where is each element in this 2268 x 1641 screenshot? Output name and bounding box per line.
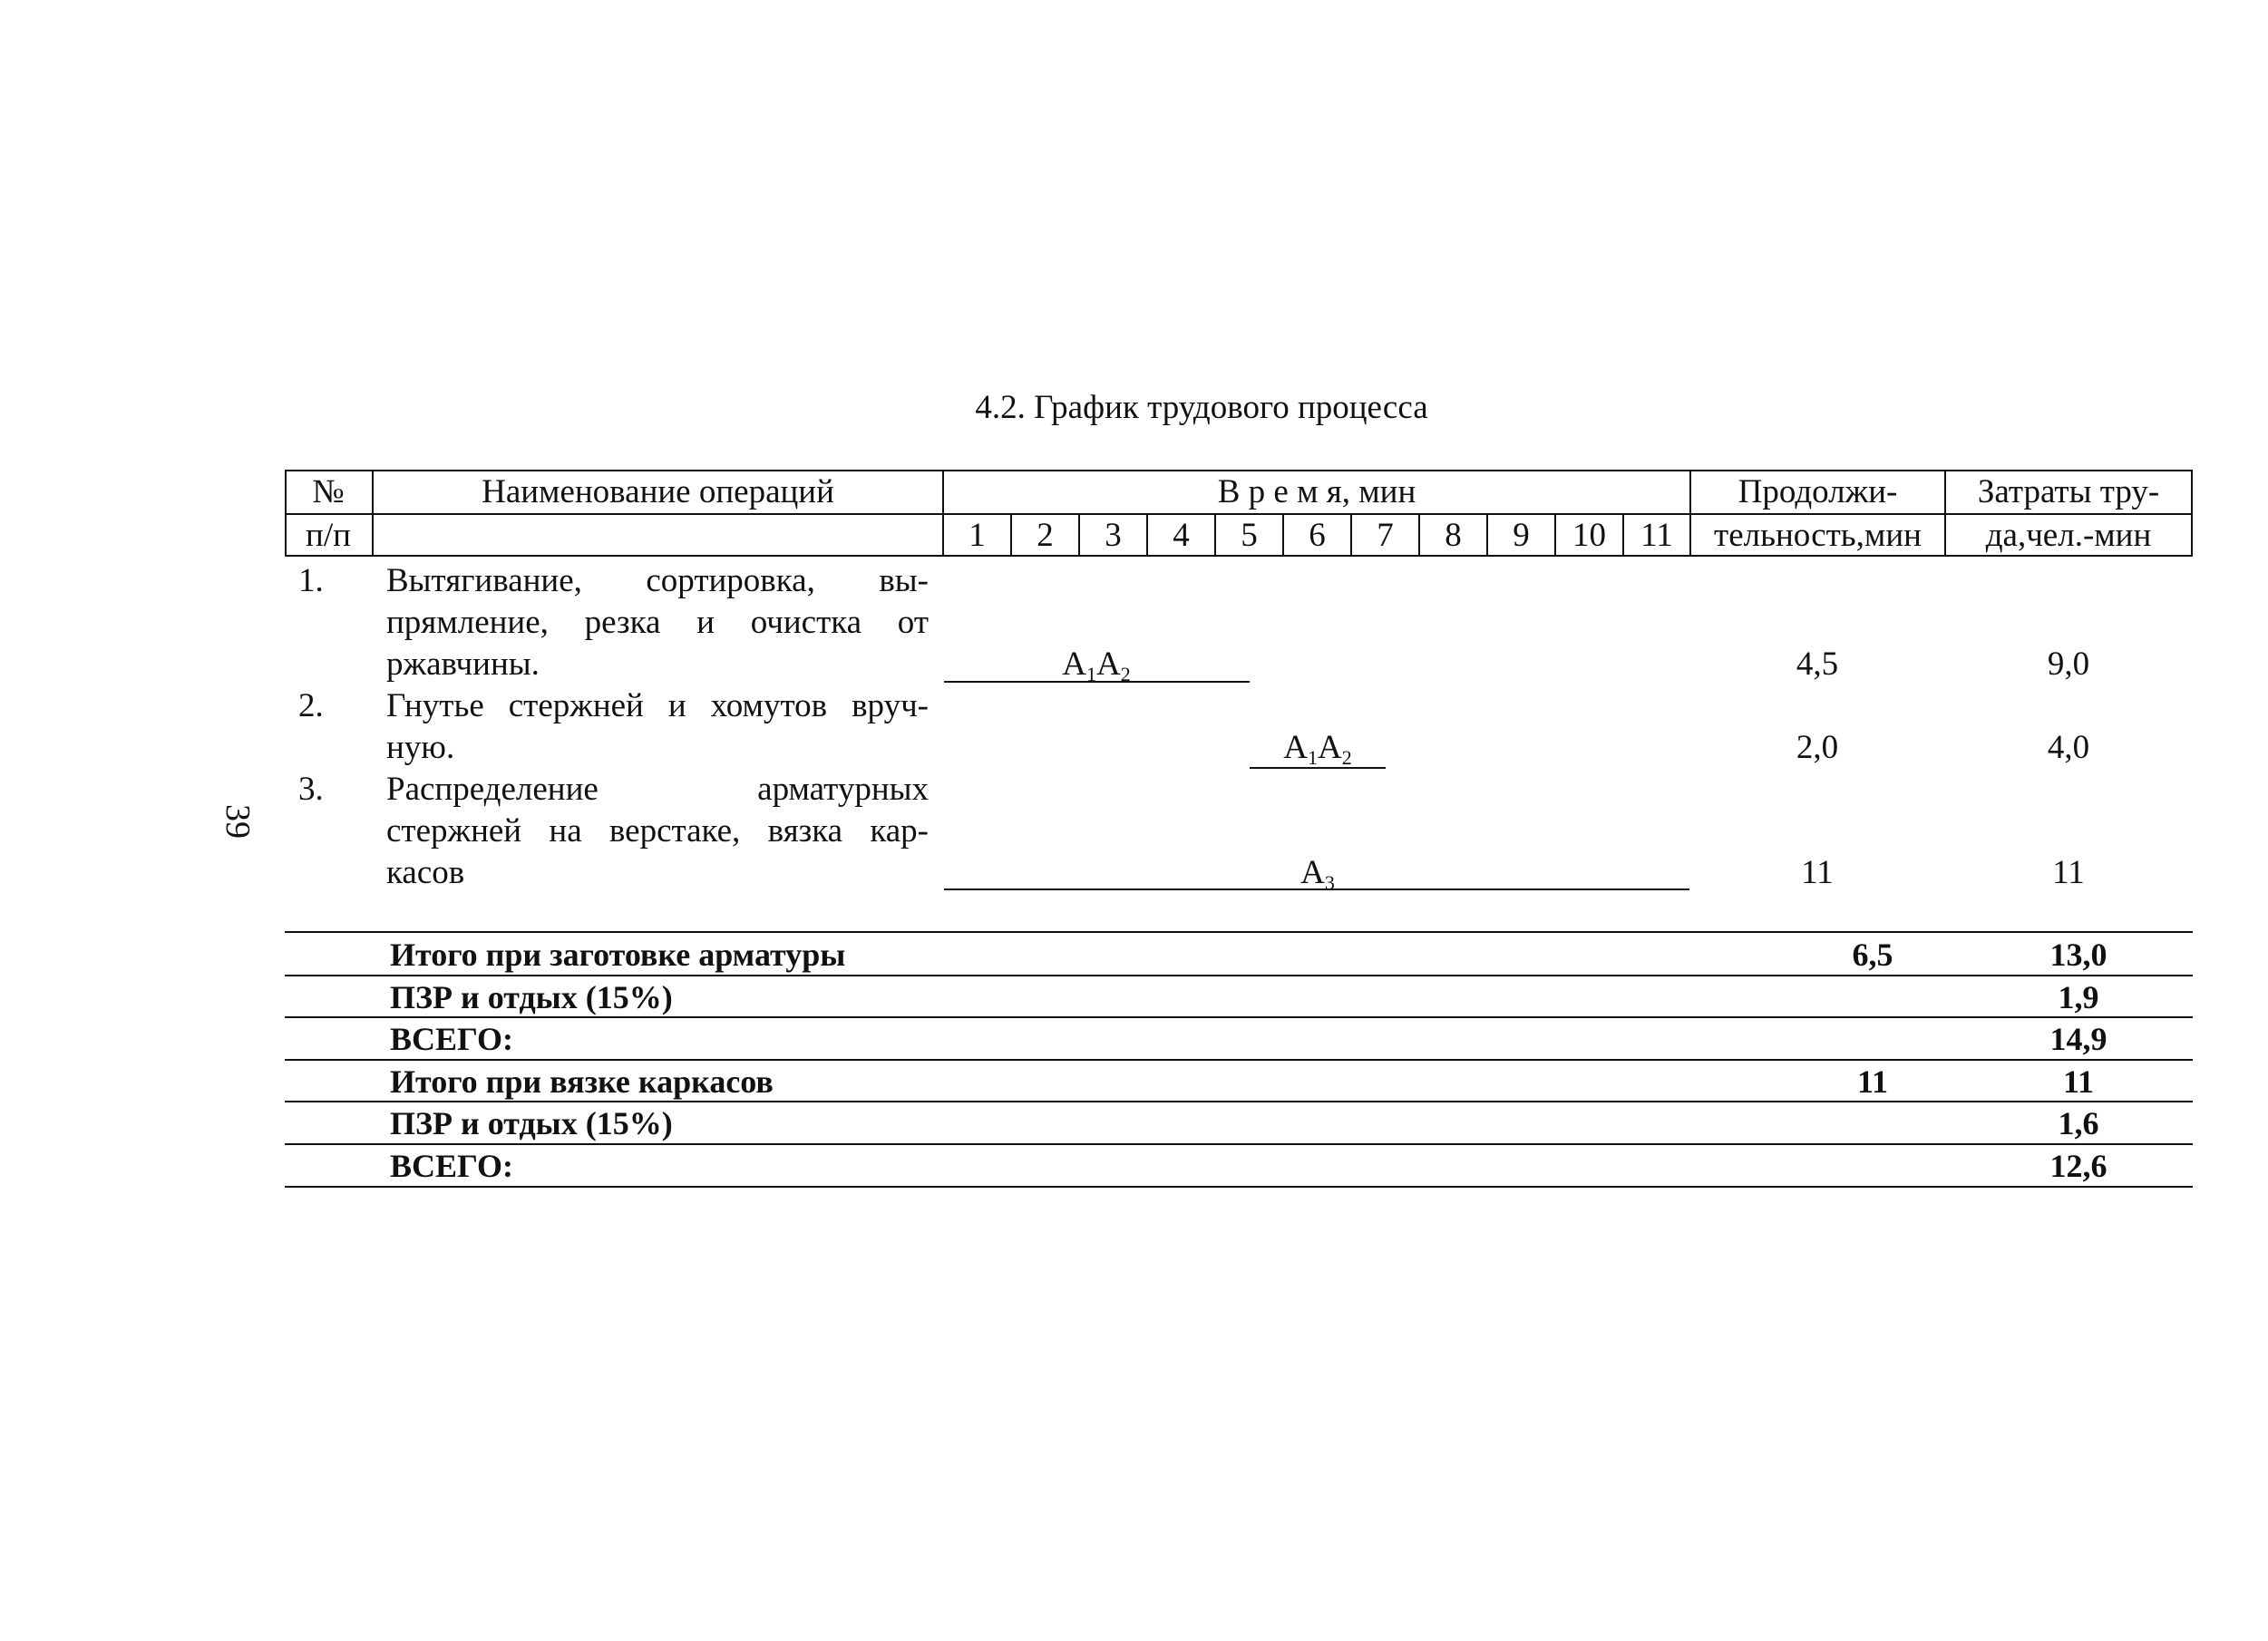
gantt-performer-label: $А_1А_2$ [1283, 729, 1352, 769]
time-header: В р е м я, мин [1217, 473, 1416, 510]
summary-labor: 14,9 [2049, 1021, 2107, 1057]
summary-row [285, 1061, 2193, 1102]
operation-duration: 4,5 [1796, 646, 1839, 683]
time-column-8: 8 [1445, 517, 1462, 554]
labor-header-top: Затраты тру- [1977, 473, 2160, 510]
summary-labor: 1,9 [2058, 979, 2099, 1015]
summary-row [285, 976, 2193, 1018]
operation-text-line: Гнутье стержней и хомутов вруч- [386, 687, 929, 724]
operation-text-line: стержней на верстаке, вязка кар- [386, 812, 929, 850]
time-column-7: 7 [1377, 517, 1394, 554]
duration-header-top: Продолжи- [1738, 473, 1898, 510]
summary-row [285, 1102, 2193, 1144]
operation-number: 3. [298, 771, 324, 808]
number-header-top: № [312, 473, 345, 510]
summary-duration: 6,5 [1852, 937, 1893, 973]
operation-text-line: прямление, резка и очистка от [386, 604, 929, 641]
labor-header-bottom: да,чел.-мин [1985, 517, 2152, 554]
operation-duration: 2,0 [1796, 729, 1839, 766]
operation-number: 1. [298, 562, 324, 599]
time-column-5: 5 [1241, 517, 1258, 554]
summary-label: ПЗР и отдых (15%) [390, 1105, 673, 1141]
operation-text-line: касов [386, 854, 465, 891]
summary-labor: 1,6 [2058, 1105, 2099, 1141]
summary-label: ВСЕГО: [390, 1148, 514, 1184]
gantt-performer-label: $А_1А_2$ [1062, 646, 1131, 685]
operation-number: 2. [298, 687, 324, 724]
operation-name-header: Наименование операций [482, 473, 834, 510]
time-column-10: 10 [1572, 517, 1606, 554]
time-column-1: 1 [969, 517, 986, 554]
time-column-6: 6 [1309, 517, 1326, 554]
operation-text-line: ржавчины. [386, 646, 540, 683]
number-header-bottom: п/п [306, 517, 351, 554]
summary-labor: 12,6 [2049, 1148, 2107, 1184]
summary-label: ПЗР и отдых (15%) [390, 979, 673, 1015]
document-title: 4.2. График трудового процесса [975, 389, 1428, 426]
operation-text-line: ную. [386, 729, 455, 766]
operation-labor: 4,0 [2047, 729, 2090, 766]
summary-labor: 13,0 [2049, 937, 2107, 973]
time-column-11: 11 [1640, 517, 1673, 554]
summary-label: ВСЕГО: [390, 1021, 514, 1057]
summary-label: Итого при заготовке арматуры [390, 937, 846, 973]
summary-duration: 11 [1856, 1063, 1888, 1100]
time-column-2: 2 [1037, 517, 1054, 554]
operation-labor: 9,0 [2047, 646, 2090, 683]
summary-row [285, 934, 2193, 976]
gantt-performer-label: $А_3$ [1300, 854, 1335, 894]
operation-text-line: Распределение арматурных [386, 771, 929, 808]
summary-row [285, 1018, 2193, 1060]
time-column-3: 3 [1105, 517, 1122, 554]
summary-bottom-rule [285, 1186, 2193, 1188]
summary-labor: 11 [2062, 1063, 2094, 1100]
time-column-4: 4 [1173, 517, 1190, 554]
operation-text-line: Вытягивание, сортировка, вы- [386, 562, 929, 599]
summary-row [285, 1145, 2193, 1187]
time-column-9: 9 [1513, 517, 1530, 554]
summary-top-rule [285, 931, 2193, 933]
header-right-border [2191, 470, 2193, 557]
operation-labor: 11 [2052, 854, 2085, 891]
page-number: 39 [219, 804, 257, 839]
operation-duration: 11 [1801, 854, 1834, 891]
duration-header-bottom: тельность,мин [1714, 517, 1922, 554]
summary-label: Итого при вязке каркасов [390, 1063, 774, 1100]
